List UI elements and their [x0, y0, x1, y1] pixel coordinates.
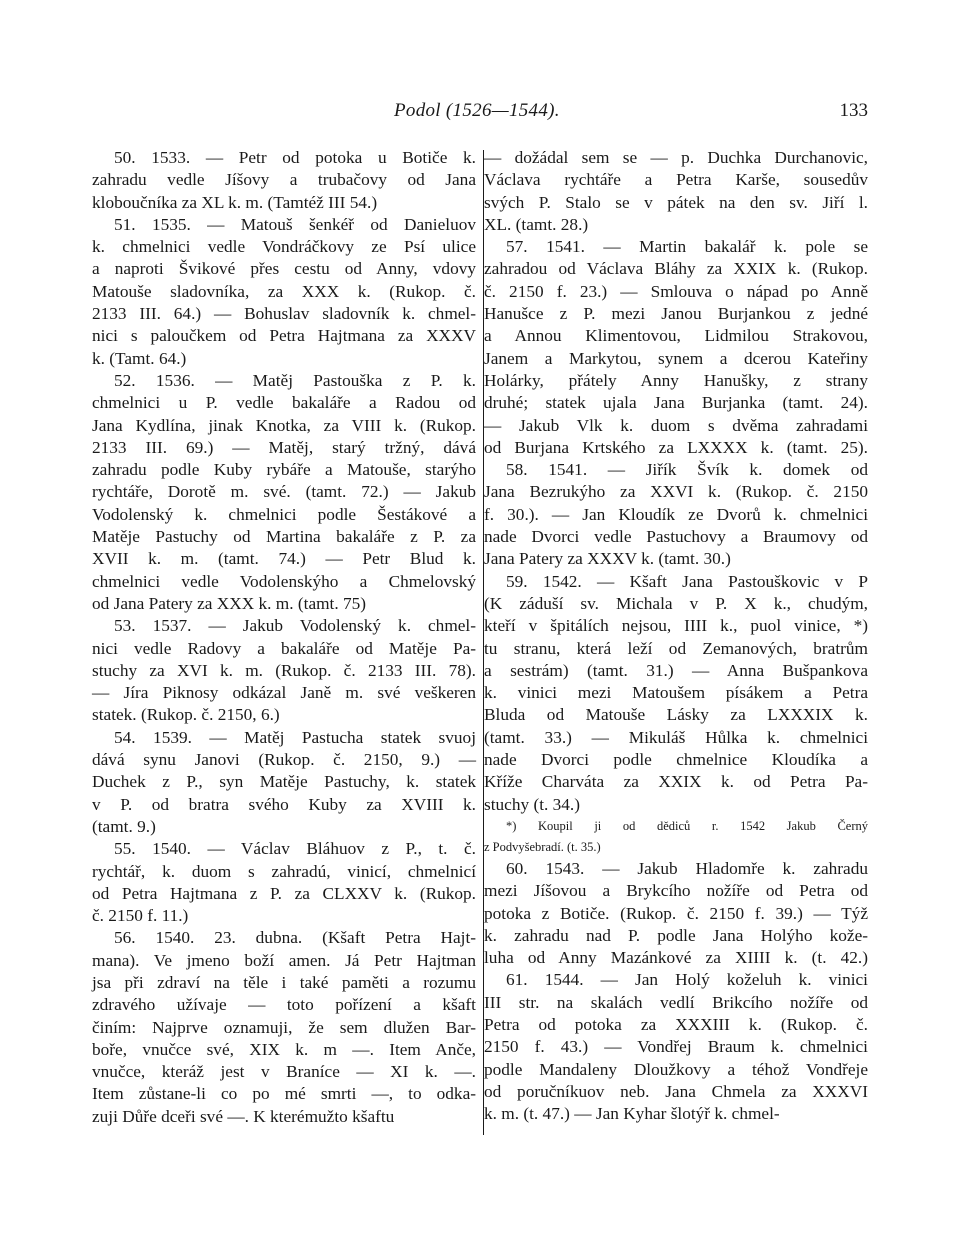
text-line: 59. 1542. — Kšaft Jana Pastouškovic v P — [506, 571, 868, 591]
text-line: a naproti Švikové přes cestu od Anny, vdovy — [92, 259, 476, 279]
text-line: rychtáře, Dorotě m. své. (tamt. 72.) — Jakub — [92, 482, 476, 502]
page-number: 133 — [839, 100, 868, 121]
text-line: mezi Jíšovou a Brykcího nožíře od Petra od — [484, 881, 868, 901]
text-line: od Petra Hajtmana z P. za CLXXV k. (Rukop. — [92, 883, 476, 903]
text-line: Hanušce z P. mezi Janou Burjankou z jedné — [484, 304, 868, 324]
text-line: k. chmelnici vedle Vondráčkovy ze Psí ulice — [92, 237, 476, 257]
text-line: zahradu podle Kuby rybáře a Matouše, starýho — [92, 460, 476, 480]
text-line: 56. 1540. 23. dubna. (Kšaft Petra Hajt- — [114, 928, 476, 948]
text-line: k. vinici mezi Matoušem písákem a Petra — [484, 683, 868, 703]
text-line: XVII k. m. (tamt. 74.) — Petr Blud k. — [92, 549, 476, 569]
text-line: luha od Anny Mazánkové za XIIII k. (t. 42.) — [484, 948, 868, 968]
text-line: k. m. (t. 47.) — Jan Kyhar šlotýř k. chmel- — [484, 1104, 780, 1124]
text-line: — dožádal sem se — p. Duchka Durchanovic, — [484, 148, 868, 167]
text-line: kloboučníka za XL k. m. (Tamtéž III 54.) — [92, 192, 378, 212]
text-line: 58. 1541. — Jiřík Švík k. domek od — [506, 460, 868, 480]
text-line: druhé; statek ujala Jana Burjanka (tamt. 24). — [484, 393, 868, 413]
text-line: zdravého užívaje — toto pořízení a kšaft — [92, 995, 476, 1015]
footnote-line: z Podvyšebradí. (t. 35.) — [484, 839, 601, 854]
text-line: Bluda od Matouše Lásky za LXXXIX k. — [484, 705, 868, 725]
text-line: Kříže Charváta za XXIX k. od Petra Pa- — [484, 772, 868, 792]
text-line: f. 30.). — Jan Kloudík ze Dvorů k. chmelnici — [484, 504, 868, 524]
text-line: jsa při zdraví na těle i také paměti a rozumu — [92, 972, 476, 992]
text-line: od poručníkuov neb. Jana Chmela za XXXVI — [484, 1081, 868, 1101]
text-line: 2150 f. 43.) — Vondřej Braum k. chmelnici — [484, 1037, 868, 1057]
text-line: 51. 1535. — Matouš šenkéř od Danieluov — [114, 214, 476, 234]
text-line: č. 2150 f. 11.) — [92, 906, 189, 926]
text-line: 60. 1543. — Jakub Hladomře k. zahradu — [506, 858, 868, 878]
text-line: dává synu Janovi (Rukop. č. 2150, 9.) — — [92, 750, 476, 770]
text-line: 54. 1539. — Matěj Pastucha statek svuoj — [114, 727, 476, 747]
text-line: Vodolenský k. chmelnici podle Šestákové a — [92, 504, 476, 524]
footnote-line: *) Koupil ji od dědiců r. 1542 Jakub Černý — [506, 818, 868, 833]
text-line: (tamt. 33.) — Mikuláš Hůlka k. chmelnici — [484, 727, 868, 747]
text-line: od Jana Patery za XXX k. m. (tamt. 75) — [92, 593, 367, 613]
text-line: od Burjana Krtského za LXXXX k. (tamt. 25). — [484, 437, 868, 457]
text-line: (K záduší sv. Michala v P. X k., chudým, — [484, 593, 868, 613]
text-line: činím: Najprve oznamuji, že sem dlužen Bar- — [92, 1017, 476, 1037]
text-line: mana). Ve jmeno boží amen. Já Petr Hajtman — [92, 950, 476, 970]
text-line: stuchy za XVI k. m. (Rukop. č. 2133 III. 78). — [92, 660, 476, 680]
text-line: Jana Bezrukýho za XXVI k. (Rukop. č. 2150 — [484, 482, 868, 502]
text-line: Matěje Pastuchy od Martina bakaláře z P. za — [92, 527, 476, 547]
text-line: Jana Kydlína, jinak Knotka, za VIII k. (Rukop. — [92, 415, 476, 435]
text-line: Holárky, přátely Anny Hanušky, z strany — [484, 370, 868, 390]
text-line: 61. 1544. — Jan Holý koželuh k. vinici — [506, 970, 868, 990]
text-line: statek. (Rukop. č. 2150, 6.) — [92, 705, 280, 725]
text-line: zahradu vedle Jíšovy a trubačovy od Jana — [92, 170, 476, 190]
text-line: 55. 1540. — Václav Bláhuov z P., t. č. — [114, 839, 476, 859]
text-line: boře, vnučce své, XIX k. m —. Item Anče, — [92, 1039, 476, 1059]
text-line: nade Dvorci podle chmelnice Kloudíka a — [484, 750, 868, 770]
text-line: chmelnici vedle Vodolenskýho a Chmelovský — [92, 571, 476, 591]
text-line: zahradou od Václava Bláhy za XXIX k. (Rukop. — [484, 259, 868, 279]
text-line: Petra od potoka za XXXIII k. (Rukop. č. — [484, 1014, 868, 1034]
text-line: 53. 1537. — Jakub Vodolenský k. chmel- — [114, 616, 476, 636]
text-line: III str. na skalách vedlí Brikcího nožíře od — [484, 992, 868, 1012]
text-line: nici vedle Radovy a bakaláře od Matěje Pa- — [92, 638, 476, 658]
text-line: (tamt. 9.) — [92, 816, 156, 836]
text-line: a Annou Klimentovou, Lidmilou Strakovou, — [484, 326, 868, 346]
text-line: vnučce, kteráž jest v Braníce — XI k. —. — [92, 1062, 476, 1082]
text-line: XL. (tamt. 28.) — [484, 214, 589, 234]
text-line: stuchy (t. 34.) — [484, 794, 580, 814]
right-column — [484, 147, 868, 1125]
text-line: — Jakub Vlk k. duom s dvěma zahradami — [484, 415, 868, 435]
text-line: a sestrám) (tamt. 31.) — Anna Bušpankova — [484, 660, 868, 680]
text-line: 50. 1533. — Petr od potoka u Botiče k. — [114, 148, 476, 167]
text-line: tu stranu, která leží od Zemanových, bratrům — [484, 638, 868, 658]
text-line: v P. od bratra svého Kuby za XVIII k. — [92, 794, 476, 814]
text-line: 2133 III. 64.) — Bohuslav sladovník k. chmel- — [92, 304, 476, 324]
text-line: chmelnici u P. vedle bakaláře a Radou od — [92, 393, 476, 413]
text-line: Václava rychtáře a Petra Karše, sousedův — [484, 170, 868, 190]
text-line: č. 2150 f. 23.) — Smlouva o nápad po Anně — [484, 281, 868, 301]
text-line: potoka z Botiče. (Rukop. č. 2150 f. 39.) — Týž — [484, 903, 868, 923]
text-line: 52. 1536. — Matěj Pastouška z P. k. — [114, 370, 476, 390]
text-line: 2133 III. 69.) — Matěj, starý tržný, dává — [92, 437, 476, 457]
text-line: Matouše sladovníka, za XXX k. (Rukop. č. — [92, 281, 476, 301]
text-line: Item zůstane-li co po mé smrti —, to odka- — [92, 1084, 476, 1104]
text-line: kteří v špitálích nejsou, IIII k., puol vinice, *) — [484, 616, 868, 636]
text-line: 57. 1541. — Martin bakalář k. pole se — [506, 237, 868, 257]
left-column — [92, 147, 476, 1128]
text-line: k. zahradu nad P. podle Jana Holýho kože- — [484, 925, 868, 945]
running-title: Podol (1526—1544). — [394, 100, 560, 121]
text-line: svých P. Stalo se v pátek na den sv. Jiří l. — [484, 192, 868, 212]
text-line: nici s paloučkem od Petra Hajtmana za XXXV — [92, 326, 476, 346]
text-line: podle Mandaleny Dloužkovy a téhož Vondřeje — [484, 1059, 868, 1079]
text-line: k. (Tamt. 64.) — [92, 348, 187, 368]
running-header — [92, 100, 868, 126]
text-line: Duchek z P., syn Matěje Pastuchy, k. statek — [92, 772, 476, 792]
text-line: rychtář, k. duom s zahradú, vinicí, chmelnicí — [92, 861, 476, 881]
text-line: Janem a Markytou, synem a dcerou Kateřiny — [484, 348, 868, 368]
text-line: — Jíra Piknosy odkázal Janě m. své veškeren — [92, 683, 476, 703]
text-line: Jana Patery za XXXV k. (tamt. 30.) — [484, 549, 731, 569]
text-line: zuji Důře dceři své —. K kterémužto kšaftu — [92, 1106, 395, 1126]
text-line: nade Dvorci vedle Pastuchovy a Braumovy od — [484, 527, 868, 547]
